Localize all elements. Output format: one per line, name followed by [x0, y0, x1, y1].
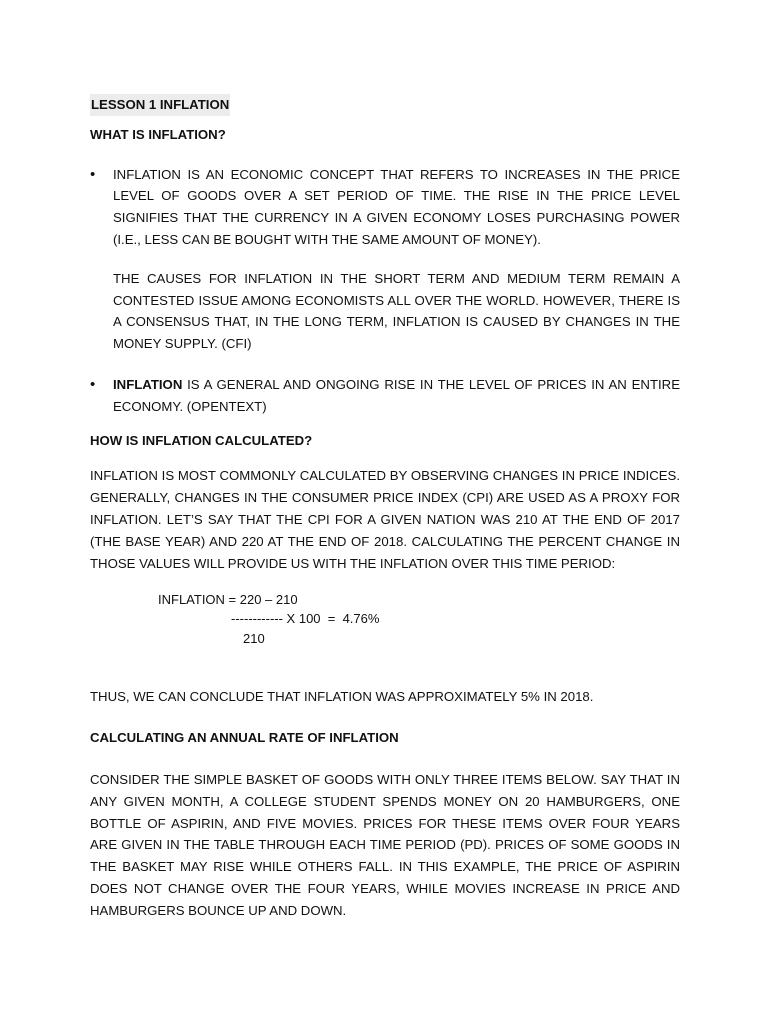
lesson-title: LESSON 1 INFLATION	[90, 94, 230, 116]
definition-2-term: INFLATION	[113, 376, 183, 392]
bullet-icon: •	[90, 165, 96, 183]
basket-paragraph: CONSIDER THE SIMPLE BASKET OF GOODS WITH ONLY THREE ITEMS BELOW. SAY THAT IN ANY GIVEN MONTH, A COLLEGE STUDENT SPENDS MONEY ON 20 HAMBURGERS, ONE BOTTLE OF ASPIRIN, AND FIVE MOVIES. PRICES FOR THESE ITEMS OVER FOUR YEARS ARE GIVEN IN THE TABLE THROUGH EACH TIME PERIOD (PD). PRICES OF SOME GOODS IN THE BASKET MAY RISE WHILE OTHERS FALL. IN THIS EXAMPLE, THE PRICE OF ASPIRIN DOES NOT CHANGE OVER THE FOUR YEARS, WHILE MOVIES INCREASE IN PRICE AND HAMBURGERS BOUNCE UP AND DOWN.	[90, 771, 680, 918]
definition-2-text	[113, 374, 680, 418]
definition-list-2	[90, 374, 680, 418]
heading-annual-rate: CALCULATING AN ANNUAL RATE OF INFLATION	[90, 730, 399, 746]
inflation-formula	[90, 590, 680, 662]
causes-paragraph: THE CAUSES FOR INFLATION IN THE SHORT TERM AND MEDIUM TERM REMAIN A CONTESTED ISSUE AMONG ECONOMISTS ALL OVER THE WORLD. HOWEVER, THERE IS A CONSENSUS THAT, IN THE LONG TERM, INFLATION IS CAUSED BY CHANGES IN THE MONEY SUPPLY. (CFI)	[113, 270, 680, 352]
list-item-definition-2	[90, 374, 680, 418]
heading-what-is-inflation: WHAT IS INFLATION?	[90, 126, 226, 142]
definition-2-body: IS A GENERAL AND ONGOING RISE IN THE LEVEL OF PRICES IN AN ENTIRE ECONOMY. (OPENTEXT)	[113, 376, 680, 414]
bullet-icon: •	[90, 375, 96, 393]
formula-denominator: 210	[243, 631, 265, 647]
conclusion-text: THUS, WE CAN CONCLUDE THAT INFLATION WAS APPROXIMATELY 5% IN 2018.	[90, 689, 594, 705]
calculation-paragraph: INFLATION IS MOST COMMONLY CALCULATED BY OBSERVING CHANGES IN PRICE INDICES. GENERALLY, CHANGES IN THE CONSUMER PRICE INDEX (CPI) ARE USED AS A PROXY FOR INFLATION. LET’S SAY THAT THE CPI FOR A GIVEN NATION WAS 210 AT THE END OF 2017 (THE BASE YEAR) AND 220 AT THE END OF 2018. CALCULATING THE PERCENT CHANGE IN THOSE VALUES WILL PROVIDE US WITH THE INFLATION OVER THIS TIME PERIOD:	[90, 468, 680, 571]
formula-fraction-bar: ------------ X 100 = 4.76%	[231, 611, 380, 627]
heading-how-calculated: HOW IS INFLATION CALCULATED?	[90, 432, 313, 448]
definition-1-text: INFLATION IS AN ECONOMIC CONCEPT THAT REFERS TO INCREASES IN THE PRICE LEVEL OF GOODS OVER A SET PERIOD OF TIME. THE RISE IN THE PRICE LEVEL SIGNIFIES THAT THE CURRENCY IN A GIVEN ECONOMY LOSES PURCHASING POWER (I.E., LESS CAN BE BOUGHT WITH THE SAME AMOUNT OF MONEY).	[113, 166, 680, 247]
list-item-definition-1	[90, 164, 680, 251]
definition-list	[90, 164, 680, 251]
formula-numerator: INFLATION = 220 – 210	[158, 592, 298, 608]
document-page	[90, 94, 680, 922]
